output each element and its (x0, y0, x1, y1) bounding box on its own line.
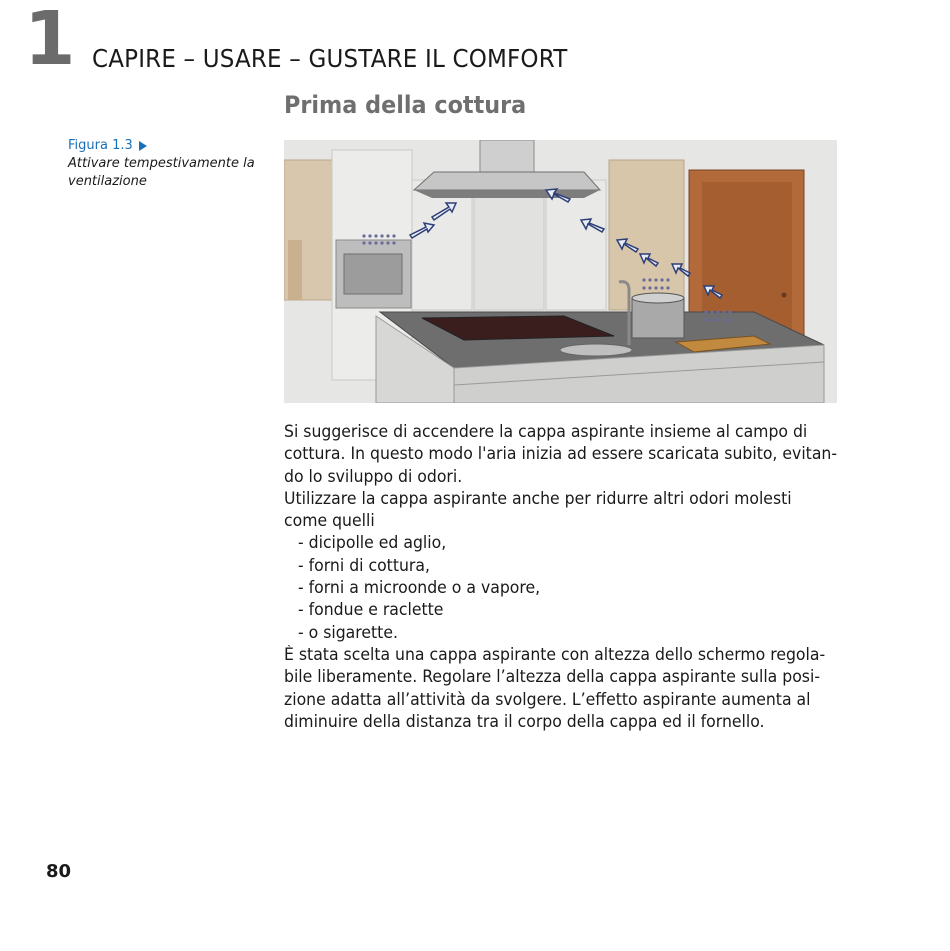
body-line: Utilizzare la cappa aspirante anche per ridurre altri odori molesti (284, 488, 792, 508)
list-item: - dicipolle ed aglio, (298, 533, 447, 553)
kitchen-illustration (284, 140, 837, 403)
page-number: 80 (46, 861, 72, 882)
body-line: bile liberamente. Regolare l’altezza della cappa aspirante sulla posi- (284, 667, 820, 687)
figure-caption-line-2: ventilazione (68, 174, 147, 189)
figure-label-row (68, 137, 268, 155)
figure-caption-line-1: Attivare tempestivamente la (68, 156, 255, 171)
chapter-number: 1 (24, 0, 74, 82)
list-item: - o sigarette. (298, 622, 398, 642)
section-title: Prima della cottura (284, 91, 527, 119)
list-item: - fondue e raclette (298, 600, 444, 620)
body-line: come quelli (284, 511, 375, 531)
list-item: - forni di cottura, (298, 555, 430, 575)
triangle-right-icon (139, 141, 147, 151)
body-text (284, 421, 844, 733)
chapter-title: CAPIRE – USARE – GUSTARE IL COMFORT (92, 44, 568, 73)
body-line: È stata scelta una cappa aspirante con altezza dello schermo regola- (284, 644, 826, 664)
body-line: diminuire della distanza tra il corpo della cappa ed il fornello. (284, 711, 765, 731)
figure-caption (68, 137, 268, 191)
body-line: do lo sviluppo di odori. (284, 466, 463, 486)
body-line: cottura. In questo modo l'aria inizia ad essere scaricata subito, evitan- (284, 444, 838, 464)
list-item: - forni a microonde o a vapore, (298, 578, 541, 598)
odor-list (284, 532, 844, 643)
figure-label: Figura 1.3 (68, 138, 133, 153)
kitchen-illustration-svg (284, 140, 837, 403)
body-line: zione adatta all’attività da svolgere. L’effetto aspirante aumenta al (284, 689, 811, 709)
body-line: Si suggerisce di accendere la cappa aspirante insieme al campo di (284, 422, 808, 441)
